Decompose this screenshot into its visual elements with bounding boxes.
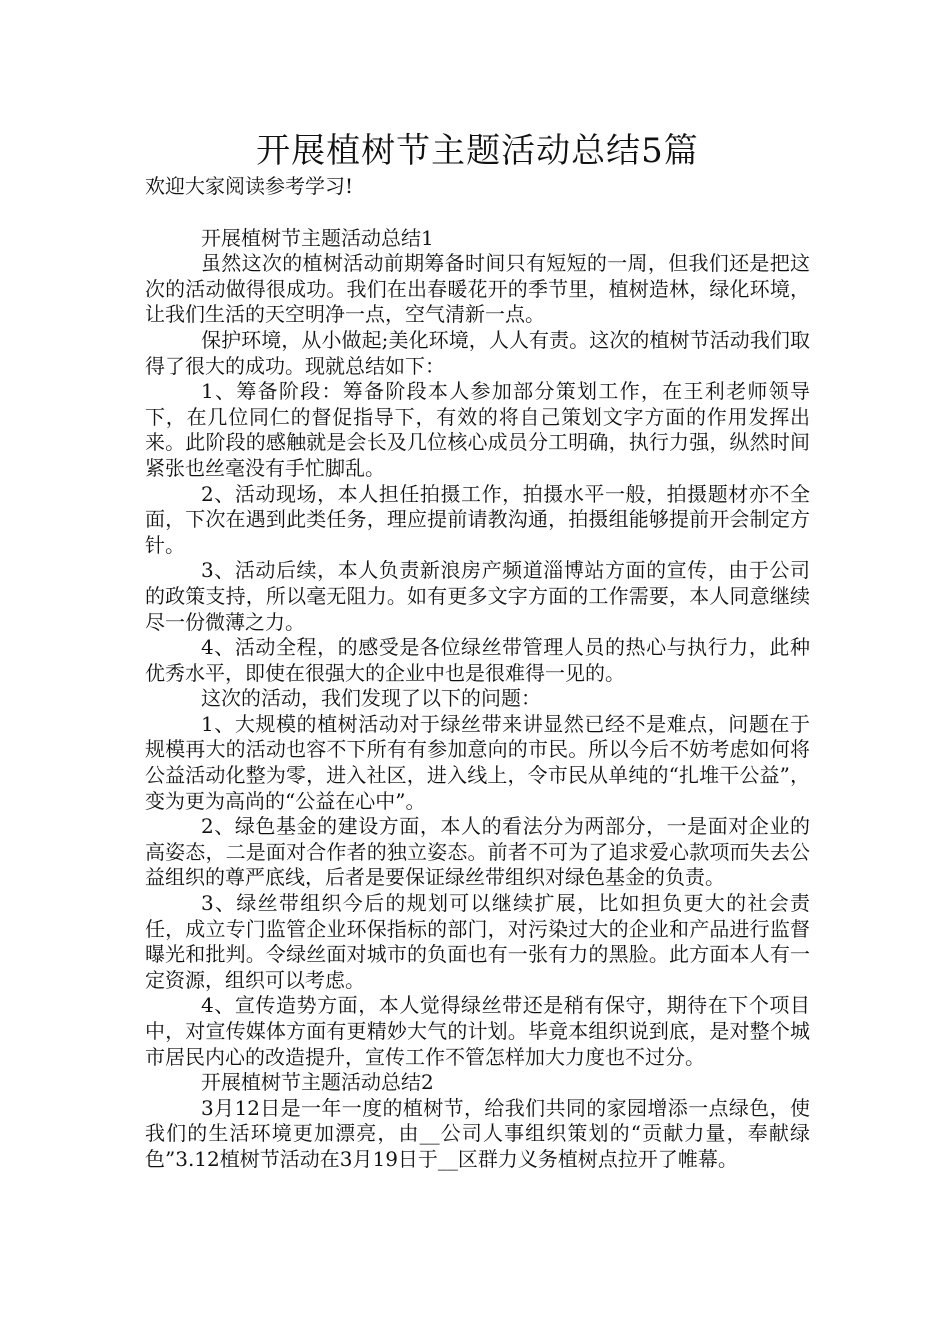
section-1-paragraph: 这次的活动，我们发现了以下的问题：: [201, 686, 541, 711]
section-1-title: 开展植树节主题活动总结1: [201, 225, 434, 250]
document-title: 开展植树节主题活动总结5篇: [256, 131, 699, 171]
section-1-paragraph: 4、宣传造势方面，本人觉得绿丝带还是稍有保守，期待在下个项目中，对宣传媒体方面有更精妙大气的计划。毕竟本组织说到底，是对整个城市居民内心的改造提升，宣传工作不管怎样加大力度也不过分。: [145, 993, 810, 1069]
section-1-paragraph: 1、大规模的植树活动对于绿丝带来讲显然已经不是难点，问题在于规模再大的活动也容不下所有有参加意向的市民。所以今后不妨考虑如何将公益活动化整为零，进入社区，进入线上，令市民从单纯的“扎堆干公益”，变为更为高尚的“公益在心中”。: [145, 711, 810, 813]
section-2-paragraph: 3月12日是一年一度的植树节，给我们共同的家园增添一点绿色，使我们的生活环境更加漂亮，由__公司人事组织策划的“贡献力量，奉献绿色”3.12植树节活动在3月19日于__区群力义务植树点拉开了帷幕。: [145, 1095, 810, 1171]
welcome-line: 欢迎大家阅读参考学习!: [145, 174, 354, 198]
section-1-paragraph: 2、活动现场，本人担任拍摄工作，拍摄水平一般，拍摄题材亦不全面，下次在遇到此类任务，理应提前请教沟通，拍摄组能够提前开会制定方针。: [145, 481, 810, 557]
section-1-paragraph: 4、活动全程，的感受是各位绿丝带管理人员的热心与执行力，此种优秀水平，即使在很强大的企业中也是很难得一见的。: [145, 635, 810, 685]
section-1-paragraph: 2、绿色基金的建设方面，本人的看法分为两部分，一是面对企业的高姿态，二是面对合作者的独立姿态。前者不可为了追求爱心款项而失去公益组织的尊严底线，后者是要保证绿丝带组织对绿色基金的负责。: [145, 814, 810, 890]
section-1-paragraph: 保护环境，从小做起;美化环境，人人有责。这次的植树节活动我们取得了很大的成功。现就总结如下：: [145, 327, 810, 378]
section-1-paragraph: 1、筹备阶段：筹备阶段本人参加部分策划工作，在王利老师领导下，在几位同仁的督促指导下，有效的将自己策划文字方面的作用发挥出来。此阶段的感触就是会长及几位核心成员分工明确，执行力强，纵然时间紧张也丝毫没有手忙脚乱。: [145, 379, 810, 480]
section-1-paragraph: 虽然这次的植树活动前期筹备时间只有短短的一周，但我们还是把这次的活动做得很成功。我们在出春暖花开的季节里，植树造林，绿化环境，让我们生活的天空明净一点，空气清新一点。: [145, 251, 810, 327]
section-2-title: 开展植树节主题活动总结2: [201, 1070, 434, 1095]
section-1-paragraph: 3、活动后续，本人负责新浪房产频道淄博站方面的宣传，由于公司的政策支持，所以毫无阻力。如有更多文字方面的工作需要，本人同意继续尽一份微薄之力。: [145, 558, 810, 634]
document-page: [145, 128, 810, 1173]
section-1-paragraph: 3、绿丝带组织今后的规划可以继续扩展，比如担负更大的社会责任，成立专门监管企业环保指标的部门，对污染过大的企业和产品进行监督曝光和批判。令绿丝面对城市的负面也有一张有力的黑脸。此方面本人有一定资源，组织可以考虑。: [145, 891, 810, 992]
